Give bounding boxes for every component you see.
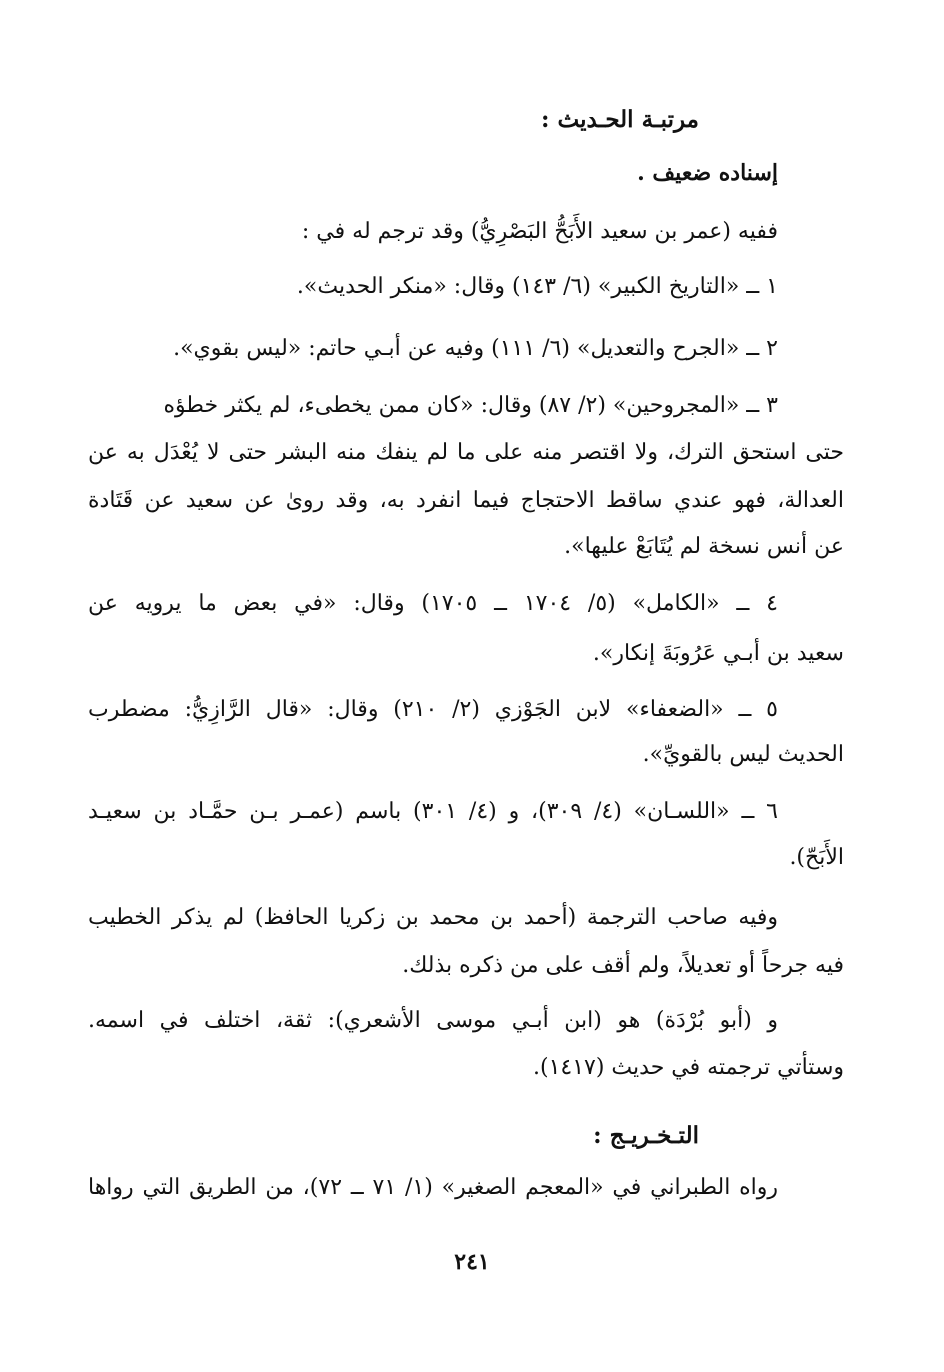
takhrij-text: رواه الطبراني في «المعجم الصغير» (١/ ٧١ ــ ٧٢)، من الطريق التي رواها — [88, 1175, 778, 1200]
entry-5-line-1: ٥ ــ «الضعفاء» لابن الجَوْزي (٢/ ٢١٠) وقال: «قال الرَّازِيُّ: مضطرب — [88, 697, 778, 722]
rank-heading: مرتبـة الحـديث : — [541, 106, 699, 133]
page-body — [88, 95, 844, 1295]
intro-line: ففيه (عمر بن سعيد الأَبَحُّ البَصْرِيُّ) وقد ترجم له في : — [301, 219, 778, 244]
burda-paragraph-line-1: و (أبو بُرْدَة) هو (ابن أبـي موسى الأشعري): ثقة، اختلف في اسمه. — [88, 1008, 779, 1033]
rank-text: إسناده ضعيف . — [637, 160, 778, 186]
entry-3-line-1: ٣ ــ «المجروحين» (٢/ ٨٧) وقال: «كان ممن يخطىء، لم يكثر خطؤه — [163, 393, 778, 418]
entry-4-line-2: سعيد بن أبـي عَرُوبَةَ إنكار». — [592, 641, 844, 666]
entry-2: ٢ ــ «الجرح والتعديل» (٦/ ١١١) وفيه عن أبـي حاتم: «ليس بقوي». — [173, 336, 778, 361]
entry-6-line-1: ٦ ــ «اللسـان» (٤/ ٣٠٩)، و (٤/ ٣٠١) باسم (عمـر بـن حمَّـاد بن سعيـد — [88, 799, 778, 824]
page-number: ٢٤١ — [454, 1249, 490, 1275]
takhrij-heading: التـخـريـج : — [593, 1122, 699, 1149]
entry-1: ١ ــ «التاريخ الكبير» (٦/ ١٤٣) وقال: «منكر الحديث». — [296, 274, 778, 299]
entry-4-line-1: ٤ ــ «الكامل» (٥/ ١٧٠٤ ــ ١٧٠٥) وقال: «في بعض ما يرويه عن — [88, 591, 778, 616]
entry-3-line-2: حتى استحق الترك، ولا اقتصر منه على ما لم ينفك منه البشر حتى لا يُعْدَل به عن — [88, 440, 844, 465]
entry-6-line-2: الأَبَحّ). — [789, 845, 844, 870]
khatib-paragraph-line-2: فيه جرحاً أو تعديلاً، ولم أقف على من ذكره بذلك. — [402, 953, 844, 978]
entry-3-line-3: العدالة، فهو عندي ساقط الاحتجاج فيما انفرد به، وقد روىٰ عن سعيد عن قَتَادة — [88, 488, 844, 513]
burda-paragraph-line-2: وستأتي ترجمته في حديث (١٤١٧). — [533, 1055, 844, 1080]
entry-5-line-2: الحديث ليس بالقويِّ». — [642, 742, 844, 767]
entry-3-line-4: عن أنس نسخة لم يُتَابَعْ عليها». — [564, 534, 844, 559]
khatib-paragraph-line-1: وفيه صاحب الترجمة (أحمد بن محمد بن زكريا الحافظ) لم يذكر الخطيب — [88, 905, 778, 930]
